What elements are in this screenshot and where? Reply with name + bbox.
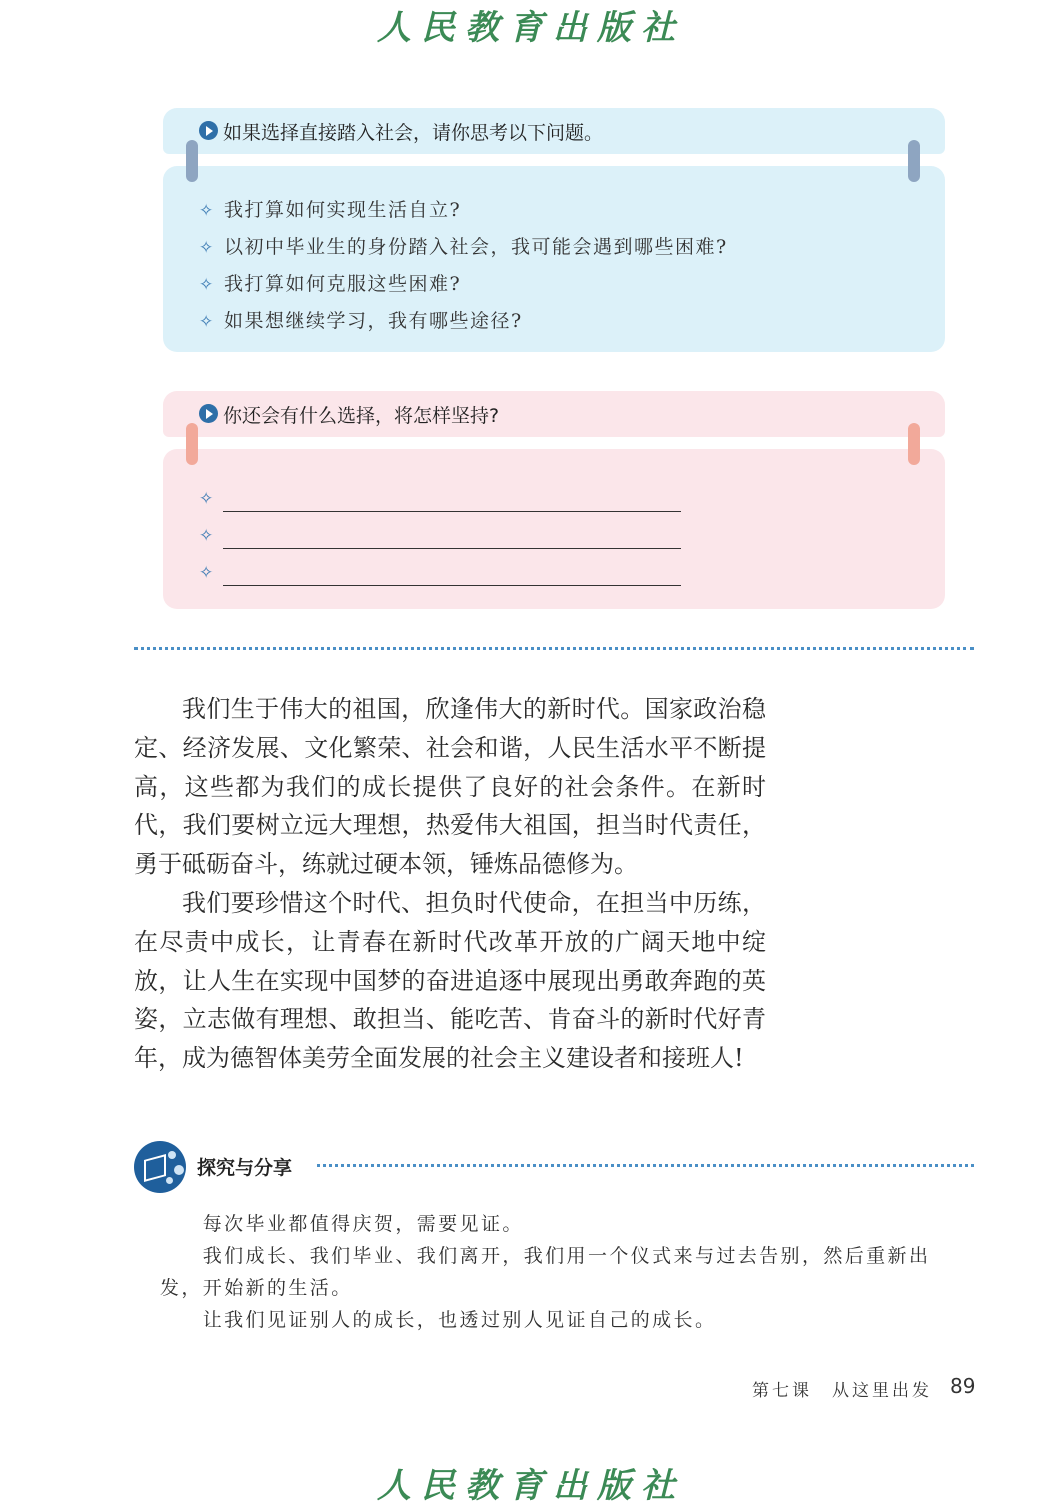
main-body-text xyxy=(134,690,766,1078)
dotted-divider xyxy=(134,647,974,650)
answer-line[interactable] xyxy=(223,548,681,549)
list-item: ✧ 以初中毕业生的身份踏入社会，我可能会遇到哪些困难? xyxy=(199,229,728,266)
four-point-star-icon: ✧ xyxy=(199,489,214,509)
four-point-star-icon: ✧ xyxy=(199,526,214,546)
four-point-star-icon: ✧ xyxy=(199,238,215,258)
explore-share-text xyxy=(160,1208,960,1336)
section-title: 探究与分享 xyxy=(197,1157,293,1179)
list-item: ✧ 如果想继续学习，我有哪些途径? xyxy=(199,303,728,340)
list-item: ✧ 我打算如何实现生活自立? xyxy=(199,192,728,229)
share-paragraph: 让我们见证别人的成长，也透过别人见证自己的成长。 xyxy=(202,1309,717,1331)
binder-tab-left xyxy=(186,140,198,182)
binder-tab-left xyxy=(186,423,198,465)
four-point-star-icon: ✧ xyxy=(199,563,214,583)
body-paragraph: 我们要珍惜这个时代、担负时代使命，在担当中历练，在尽责中成长，让青春在新时代改革开放的广阔天地中绽放，让人生在实现中国梦的奋进追逐中展现出勇敢奔跑的英姿，立志做有理想、敢担当、能吃苦、肯奋斗的新时代好青年，成为德智体美劳全面发展的社会主义建设者和接班人! xyxy=(134,888,766,1073)
answer-line[interactable] xyxy=(223,511,681,512)
question-list xyxy=(199,192,728,340)
think-box-pink xyxy=(163,391,945,609)
lesson-title: 第七课 从这里出发 xyxy=(752,1381,932,1401)
page-number: 89 xyxy=(950,1374,976,1398)
think-box-blue xyxy=(163,108,945,352)
body-paragraph: 我们生于伟大的祖国，欣逢伟大的新时代。国家政治稳定、经济发展、文化繁荣、社会和谐，人民生活水平不断提高，这些都为我们的成长提供了良好的社会条件。在新时代，我们要树立远大理想，热爱伟大祖国，担当时代责任，勇于砥砺奋斗，练就过硬本领，锤炼品德修为。 xyxy=(134,695,766,879)
four-point-star-icon: ✧ xyxy=(199,201,215,221)
share-paragraph: 我们成长、我们毕业、我们离开，我们用一个仪式来与过去告别，然后重新出发，开始新的生活。 xyxy=(160,1245,931,1299)
think-box-title: 如果选择直接踏入社会，请你思考以下问题。 xyxy=(223,122,604,144)
publisher-watermark-bottom: 人民教育出版社 xyxy=(377,1466,685,1506)
publisher-watermark-top: 人民教育出版社 xyxy=(377,8,685,48)
answer-line[interactable] xyxy=(223,585,681,586)
think-box-body xyxy=(163,166,945,352)
binder-tab-right xyxy=(908,140,920,182)
think-box-body xyxy=(163,449,945,609)
binder-tab-right xyxy=(908,423,920,465)
explore-share-icon xyxy=(134,1141,186,1193)
section-dotted-rule xyxy=(317,1164,974,1167)
think-box-header xyxy=(163,108,945,154)
list-item: ✧ 我打算如何克服这些困难? xyxy=(199,266,728,303)
think-box-title: 你还会有什么选择，将怎样坚持? xyxy=(223,405,500,427)
arrow-right-icon xyxy=(199,404,218,423)
four-point-star-icon: ✧ xyxy=(199,312,215,332)
share-paragraph: 每次毕业都值得庆贺，需要见证。 xyxy=(202,1213,524,1235)
four-point-star-icon: ✧ xyxy=(199,275,215,295)
think-box-header xyxy=(163,391,945,437)
arrow-right-icon xyxy=(199,121,218,140)
